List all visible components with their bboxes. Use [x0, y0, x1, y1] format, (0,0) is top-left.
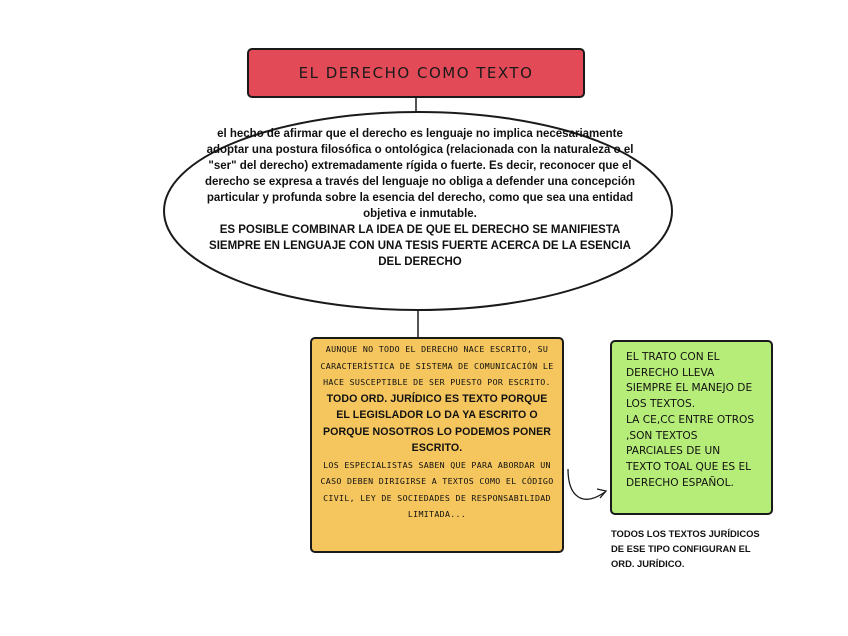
- arrow-yellow-to-green: [568, 469, 605, 499]
- ellipse-content: [200, 126, 640, 270]
- yellow-intro-text: AUNQUE NO TODO EL DERECHO NACE ESCRITO, SU CARACTERÍSTICA DE SISTEMA DE COMUNICACIÓN LE HACE SUSCEPTIBLE DE SER PUESTO POR ESCRITO.: [320, 344, 554, 387]
- ellipse-emphasis-text: ES POSIBLE COMBINAR LA IDEA DE QUE EL DERECHO SE MANIFIESTA SIEMPRE EN LENGUAJE CON UNA TESIS FUERTE ACERCA DE LA ESENCIA DEL DERECHO: [209, 224, 631, 268]
- yellow-outro-text: LOS ESPECIALISTAS SABEN QUE PARA ABORDAR UN CASO DEBEN DIRIGIRSE A TEXTOS COMO EL CÓDIGO CIVIL, LEY DE SOCIEDADES DE RESPONSABILIDAD LIMITADA...: [320, 459, 554, 519]
- ellipse-body-text: el hecho de afirmar que el derecho es lenguaje no implica necesariamente adoptar una postura filosófica o ontológica (relacionada con la naturaleza o el "ser" del derecho) extremadamente rígida o fuerte. Es decir, reconocer que el derecho se expresa a través del lenguaje no obliga a defender una concepción particular y profunda sobre la esencia del derecho, como que sea una entidad objetiva e inmutable.: [204, 128, 636, 220]
- green-note-text: EL TRATO CON EL DERECHO LLEVA SIEMPRE EL MANEJO DE LOS TEXTOS. LA CE,CC ENTRE OTROS ,SON TEXTOS PARCIALES DE UN TEXTO TOAL QUE ES EL DERECHO ESPAÑOL.: [626, 351, 755, 489]
- yellow-bold-text: TODO ORD. JURÍDICO ES TEXTO PORQUE EL LEGISLADOR LO DA YA ESCRITO O PORQUE NOSOTROS LO PODEMOS PONER ESCRITO.: [322, 392, 552, 454]
- title-box: [247, 48, 585, 98]
- side-note-text: TODOS LOS TEXTOS JURÍDICOS DE ESE TIPO CONFIGURAN EL ORD. JURÍDICO.: [611, 528, 760, 569]
- green-note-box: [610, 340, 773, 515]
- diagram-title: EL DERECHO COMO TEXTO: [298, 64, 534, 82]
- yellow-note-box: [310, 337, 564, 553]
